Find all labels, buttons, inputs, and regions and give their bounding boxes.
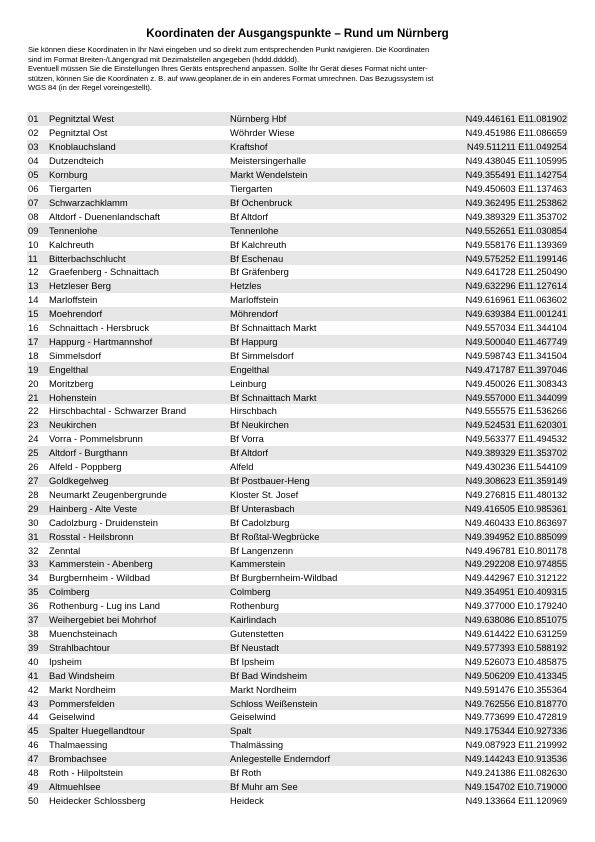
item-number: 32 [28, 544, 39, 556]
start-point: Engelthal [230, 363, 270, 375]
route-name: Alfeld - Poppberg [49, 461, 122, 473]
item-number: 15 [28, 308, 39, 320]
route-name: Kornburg [49, 169, 88, 181]
route-name: Altdorf - Duenenlandschaft [49, 210, 161, 222]
item-number: 43 [28, 697, 39, 709]
route-name: Graefenberg - Schnaittach [49, 266, 159, 278]
item-number: 37 [28, 614, 39, 626]
item-number: 28 [28, 488, 39, 500]
route-name: Muenchsteinach [49, 627, 118, 639]
route-name: Neumarkt Zeugenbergrunde [49, 488, 167, 500]
start-point: Bf Eschenau [230, 252, 284, 264]
list-item [27, 543, 568, 557]
start-point: Gutenstetten [230, 627, 284, 639]
item-number: 21 [28, 391, 39, 403]
item-number: 34 [28, 572, 39, 584]
start-point: Bf Neukirchen [230, 419, 289, 431]
route-name: Geiselwind [49, 711, 95, 723]
route-name: Schnaittach - Hersbruck [49, 322, 150, 334]
list-item [27, 752, 568, 766]
list-item [27, 668, 568, 682]
coordinates: N49.496781 E10.801178 [465, 544, 567, 556]
coordinates: N49.144243 E10.913536 [464, 753, 567, 765]
item-number: 09 [28, 224, 39, 236]
coordinates: N49.087923 E11.219992 [465, 739, 567, 751]
coordinates: N49.557000 E11.344099 [465, 391, 567, 403]
coordinates: N49.362495 E11.253862 [465, 196, 567, 208]
item-number: 19 [28, 363, 39, 375]
item-number: 29 [28, 502, 39, 514]
item-number: 04 [28, 155, 39, 167]
list-item [27, 168, 568, 182]
coordinates: N49.154702 E10.719000 [464, 780, 567, 792]
route-name: Ipsheim [49, 655, 82, 667]
item-number: 41 [28, 669, 39, 681]
start-point: Meistersingerhalle [230, 155, 307, 167]
route-name: Tiergarten [49, 182, 92, 194]
list-item [27, 599, 568, 613]
start-point: Bf Burgbernheim-Wildbad [230, 572, 338, 584]
coordinates: N49.446161 E11.081902 [465, 113, 567, 125]
list-item [27, 348, 568, 362]
item-number: 47 [28, 753, 39, 765]
list-item [27, 432, 568, 446]
list-item [27, 460, 568, 474]
coordinates: N49.773699 E10.472819 [464, 711, 567, 723]
item-number: 18 [28, 349, 39, 361]
start-point: Bf Ochenbruck [230, 196, 293, 208]
list-item [27, 487, 568, 501]
coordinates: N49.762556 E10.818770 [464, 697, 567, 709]
item-number: 26 [28, 461, 39, 473]
list-item [27, 446, 568, 460]
start-point: Kammerstein [230, 558, 286, 570]
route-name: Knoblauchsland [49, 141, 116, 153]
item-number: 25 [28, 447, 39, 459]
route-name: Roth - Hilpoltstein [49, 767, 123, 779]
coordinates: N49.451986 E11.086659 [465, 127, 567, 139]
route-name: Moehrendorf [49, 308, 103, 320]
coordinates: N49.292208 E10.974855 [464, 558, 567, 570]
list-item [27, 209, 568, 223]
route-name: Altdorf - Burgthann [49, 447, 128, 459]
route-name: Kalchreuth [49, 238, 94, 250]
coordinates: N49.355491 E11.142754 [465, 169, 567, 181]
coordinates: N49.511211 E11.049254 [466, 141, 567, 153]
list-item [27, 640, 568, 654]
list-item [27, 710, 568, 724]
coordinates: N49.616961 E11.063602 [465, 294, 567, 306]
route-name: Hetzleser Berg [49, 280, 112, 292]
start-point: Bf Vorra [230, 433, 264, 445]
list-item [27, 766, 568, 780]
route-name: Bitterbachschlucht [49, 252, 126, 264]
start-point: Thalmässing [230, 739, 284, 751]
coordinates: N49.575252 E11.199146 [465, 252, 567, 264]
start-point: Tennenlohe [230, 224, 279, 236]
item-number: 48 [28, 767, 39, 779]
intro-line: Eventuell müssen Sie die Einstellungen Ihres Geräts entsprechend anpassen. Sollte Ihr Gerät dieses Format nicht unter- [28, 64, 428, 74]
start-point: Bf Altdorf [230, 447, 269, 459]
start-point: Bf Altdorf [230, 210, 269, 222]
item-number: 33 [28, 558, 39, 570]
route-name: Simmelsdorf [49, 349, 102, 361]
coordinates: N49.577393 E10.588192 [464, 641, 567, 653]
coordinates: N49.506209 E10.413345 [464, 669, 567, 681]
list-item [27, 376, 568, 390]
start-point: Tiergarten [230, 182, 273, 194]
item-number: 11 [28, 252, 38, 264]
list-item [27, 627, 568, 641]
coordinates: N49.308623 E11.359149 [465, 475, 567, 487]
route-name: Marloffstein [49, 294, 98, 306]
route-name: Neukirchen [49, 419, 97, 431]
coordinates: N49.241386 E11.082630 [465, 767, 567, 779]
list-item [27, 529, 568, 543]
start-point: Hetzles [230, 280, 262, 292]
coordinates: N49.526073 E10.485875 [464, 655, 567, 667]
coordinates: N49.430236 E11.544109 [465, 461, 567, 473]
item-number: 35 [28, 586, 39, 598]
item-number: 06 [28, 182, 39, 194]
route-name: Hainberg - Alte Veste [49, 502, 138, 514]
start-point: Bf Postbauer-Heng [230, 475, 310, 487]
start-point: Markt Nordheim [230, 683, 297, 695]
route-name: Rosstal - Heilsbronn [49, 530, 134, 542]
item-number: 12 [28, 266, 39, 278]
list-item [27, 780, 568, 794]
start-point: Rothenburg [230, 600, 279, 612]
item-number: 23 [28, 419, 39, 431]
route-name: Pegnitztal Ost [49, 127, 108, 139]
start-point: Hirschbach [230, 405, 277, 417]
start-point: Geiselwind [230, 711, 276, 723]
coordinates: N49.450026 E11.308343 [465, 377, 567, 389]
start-point: Bf Muhr am See [230, 780, 298, 792]
start-point: Bf Kalchreuth [230, 238, 287, 250]
item-number: 14 [28, 294, 39, 306]
coordinates: N49.641728 E11.250490 [465, 266, 567, 278]
item-number: 45 [28, 725, 39, 737]
route-name: Spalter Huegellandtour [49, 725, 145, 737]
list-item [27, 265, 568, 279]
coordinates: N49.614422 E10.631259 [464, 627, 567, 639]
list-item [27, 182, 568, 196]
coordinates: N49.552651 E11.030854 [465, 224, 567, 236]
item-number: 27 [28, 475, 39, 487]
route-name: Kammerstein - Abenberg [49, 558, 153, 570]
route-name: Bad Windsheim [49, 669, 115, 681]
start-point: Kloster St. Josef [230, 488, 299, 500]
coordinates: N49.460433 E10.863697 [464, 516, 567, 528]
coordinates: N49.639384 E11.001241 [465, 308, 567, 320]
start-point: Bf Roth [230, 767, 262, 779]
item-number: 46 [28, 739, 39, 751]
start-point: Alfeld [230, 461, 254, 473]
coordinates: N49.555575 E11.536266 [465, 405, 567, 417]
coordinates: N49.557034 E11.344104 [465, 322, 567, 334]
list-item [27, 362, 568, 376]
coordinates: N49.354951 E10.409315 [464, 586, 567, 598]
coordinates: N49.416505 E10.985361 [464, 502, 567, 514]
route-name: Strahlbachtour [49, 641, 110, 653]
start-point: Nürnberg Hbf [230, 113, 287, 125]
route-name: Pommersfelden [49, 697, 115, 709]
list-item [27, 724, 568, 738]
start-point: Bf Gräfenberg [230, 266, 289, 278]
list-item [27, 696, 568, 710]
route-name: Thalmaessing [49, 739, 108, 751]
coordinates: N49.377000 E10.179240 [464, 600, 567, 612]
intro-paragraph-1 [28, 45, 568, 64]
list-item [27, 335, 568, 349]
route-name: Hohenstein [49, 391, 97, 403]
route-name: Moritzberg [49, 377, 94, 389]
route-name: Happurg - Hartmannshof [49, 335, 153, 347]
item-number: 30 [28, 516, 39, 528]
item-number: 38 [28, 627, 39, 639]
item-number: 13 [28, 280, 39, 292]
coordinates: N49.500040 E11.467749 [465, 335, 567, 347]
start-point: Schloss Weißenstein [230, 697, 318, 709]
start-point: Heideck [230, 794, 264, 806]
start-point: Möhrendorf [230, 308, 278, 320]
item-number: 07 [28, 196, 39, 208]
start-point: Bf Simmelsdorf [230, 349, 294, 361]
list-item [27, 418, 568, 432]
start-point: Bf Cadolzburg [230, 516, 290, 528]
intro-line: stützen, können Sie die Koordinaten z. B. auf www.geoplaner.de in ein anderes Format umrechnen. Das Bezugssystem ist [28, 73, 434, 83]
coordinates: N49.632296 E11.127614 [465, 280, 567, 292]
coordinates: N49.450603 E11.137463 [465, 182, 567, 194]
list-item [27, 585, 568, 599]
route-name: Colmberg [49, 586, 90, 598]
item-number: 49 [28, 780, 39, 792]
list-item [27, 738, 568, 752]
coordinates: N49.638086 E10.851075 [464, 614, 567, 626]
route-name: Goldkegelweg [49, 475, 109, 487]
coordinates: N49.558176 E11.139369 [465, 238, 567, 250]
start-point: Kairlindach [230, 614, 277, 626]
item-number: 03 [28, 141, 39, 153]
route-name: Dutzendteich [49, 155, 104, 167]
coordinates-list [27, 112, 568, 807]
coordinates: N49.389329 E11.353702 [465, 210, 567, 222]
intro-paragraph-2 [28, 64, 568, 93]
start-point: Spalt [230, 725, 252, 737]
list-item [27, 654, 568, 668]
item-number: 24 [28, 433, 39, 445]
coordinates: N49.591476 E10.355364 [464, 683, 567, 695]
coordinates: N49.598743 E11.341504 [465, 349, 567, 361]
start-point: Anlegestelle Enderndorf [230, 753, 331, 765]
start-point: Wöhrder Wiese [230, 127, 295, 139]
route-name: Burgbernheim - Wildbad [49, 572, 151, 584]
route-name: Brombachsee [49, 753, 107, 765]
route-name: Rothenburg - Lug ins Land [49, 600, 161, 612]
item-number: 20 [28, 377, 39, 389]
start-point: Bf Neustadt [230, 641, 279, 653]
start-point: Bf Roßtal-Wegbrücke [230, 530, 320, 542]
start-point: Bf Langenzenn [230, 544, 294, 556]
list-item [27, 223, 568, 237]
start-point: Markt Wendelstein [230, 169, 308, 181]
item-number: 05 [28, 169, 39, 181]
list-item [27, 321, 568, 335]
list-item [27, 501, 568, 515]
list-item [27, 126, 568, 140]
coordinates: N49.563377 E11.494532 [465, 433, 567, 445]
item-number: 39 [28, 641, 39, 653]
list-item [27, 195, 568, 209]
item-number: 40 [28, 655, 39, 667]
list-item [27, 140, 568, 154]
start-point: Bf Unterasbach [230, 502, 295, 514]
intro-line: sind im Format Breiten-/Längengrad mit Dezimalstellen angegeben (hddd.ddddd). [28, 54, 299, 64]
list-item [27, 279, 568, 293]
route-name: Markt Nordheim [49, 683, 116, 695]
route-name: Schwarzachklamm [49, 196, 128, 208]
item-number: 01 [28, 113, 39, 125]
coordinates: N49.524531 E11.620301 [465, 419, 567, 431]
list-item [27, 682, 568, 696]
route-name: Zenntal [49, 544, 81, 556]
item-number: 50 [28, 794, 39, 806]
item-number: 42 [28, 683, 39, 695]
route-name: Weihergebiet bei Mohrhof [49, 614, 157, 626]
list-item [27, 154, 568, 168]
item-number: 31 [28, 530, 39, 542]
intro-line: Sie können diese Koordinaten in Ihr Navi eingeben und so direkt zum entsprechenden Punkt navigieren. Die Koordinaten [28, 45, 430, 54]
item-number: 36 [28, 600, 39, 612]
route-name: Engelthal [49, 363, 89, 375]
document-title: Koordinaten der Ausgangspunkte – Rund um Nürnberg [146, 28, 449, 40]
item-number: 17 [28, 335, 39, 347]
coordinates: N49.175344 E10.927336 [464, 725, 567, 737]
item-number: 16 [28, 322, 39, 334]
list-item [27, 251, 568, 265]
list-item [27, 571, 568, 585]
coordinates: N49.276815 E11.480132 [465, 488, 567, 500]
route-name: Tennenlohe [49, 224, 98, 236]
coordinates: N49.394952 E10.885099 [464, 530, 567, 542]
coordinates: N49.438045 E11.105995 [465, 155, 567, 167]
item-number: 02 [28, 127, 39, 139]
list-item [27, 237, 568, 251]
start-point: Leinburg [230, 377, 267, 389]
list-item [27, 390, 568, 404]
coordinates: N49.471787 E11.397046 [465, 363, 567, 375]
start-point: Bf Bad Windsheim [230, 669, 308, 681]
item-number: 10 [28, 238, 39, 250]
start-point: Bf Ipsheim [230, 655, 275, 667]
intro-text [28, 45, 568, 93]
list-item [27, 112, 568, 126]
route-name: Hirschbachtal - Schwarzer Brand [49, 405, 187, 417]
start-point: Bf Schnaittach Markt [230, 391, 317, 403]
list-item [27, 404, 568, 418]
start-point: Bf Schnaittach Markt [230, 322, 317, 334]
route-name: Vorra - Pommelsbrunn [49, 433, 143, 445]
item-number: 08 [28, 210, 39, 222]
start-point: Marloffstein [230, 294, 279, 306]
list-item [27, 515, 568, 529]
route-name: Heidecker Schlossberg [49, 794, 146, 806]
route-name: Cadolzburg - Druidenstein [49, 516, 158, 528]
list-item [27, 474, 568, 488]
list-item [27, 293, 568, 307]
route-name: Pegnitztal West [49, 113, 114, 125]
item-number: 22 [28, 405, 39, 417]
coordinates: N49.133664 E11.120969 [465, 794, 567, 806]
list-item [27, 613, 568, 627]
intro-line: WGS 84 (in der Regel voreingestellt). [28, 83, 152, 93]
list-item [27, 557, 568, 571]
list-item [27, 793, 568, 807]
list-item [27, 307, 568, 321]
coordinates: N49.389329 E11.353702 [465, 447, 567, 459]
route-name: Altmuehlsee [49, 780, 101, 792]
item-number: 44 [28, 711, 39, 723]
start-point: Colmberg [230, 586, 271, 598]
coordinates: N49.442967 E10.312122 [464, 572, 567, 584]
start-point: Bf Happurg [230, 335, 278, 347]
start-point: Kraftshof [230, 141, 268, 153]
